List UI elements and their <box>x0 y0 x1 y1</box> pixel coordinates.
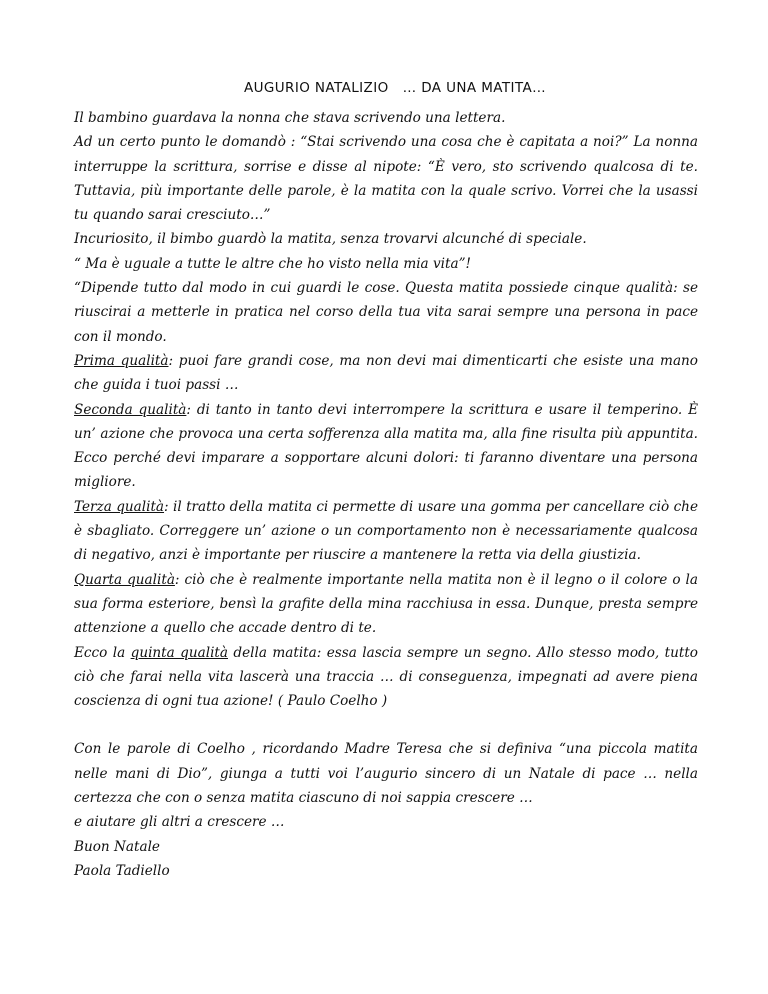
quality-3-label: Terza qualità <box>74 498 165 515</box>
quality-1-label: Prima qualità <box>74 352 169 369</box>
closing-paragraph-2: e aiutare gli altri a crescere … <box>74 814 285 831</box>
quality-5-label: quinta qualità <box>130 644 228 661</box>
closing-greeting: Buon Natale <box>74 838 160 855</box>
page-title <box>74 80 698 96</box>
quality-3 <box>74 495 698 568</box>
closing-paragraph-1: Con le parole di Coelho , ricordando Madre Teresa che si definiva “una piccola matita nelle mani di Dio”, giunga a tutti voi l’augurio sincero di un Natale di pace … nella certezza che con o senza matita ciascuno di noi sappia crescere … <box>74 741 698 807</box>
story-paragraph-1: Il bambino guardava la nonna che stava scrivendo una lettera. <box>74 110 506 126</box>
quality-5-prefix: Ecco la <box>74 644 131 661</box>
story-paragraph-3: Incuriosito, il bimbo guardò la matita, senza trovarvi alcunché di speciale. <box>74 231 587 248</box>
quality-4 <box>74 568 698 641</box>
quality-1-text: : puoi fare grandi cose, ma non devi mai dimenticarti che esiste una mano che guida i tuoi passi … <box>74 352 698 394</box>
story-paragraph-5: “Dipende tutto dal modo in cui guardi le cose. Questa matita possiede cinque qualità: se riuscirai a metterle in pratica nel corso della tua vita sarai sempre una persona in pace con il mondo. <box>74 280 698 345</box>
quality-2-label: Seconda qualità <box>74 401 187 418</box>
quality-2 <box>74 398 698 495</box>
paragraph-spacer <box>74 713 698 737</box>
quality-4-label: Quarta qualità <box>74 571 175 588</box>
story-paragraph-2: Ad un certo punto le domandò : “Stai scrivendo una cosa che è capitata a noi?” La nonna interruppe la scrittura, sorrise e disse al nipote: “È vero, sto scrivendo qualcosa di te. Tuttavia, più importante delle parole, è la matita con la quale scrivo. Vorrei che la usassi tu quando sarai cresciuto…” <box>74 134 698 224</box>
quality-4-text: : ciò che è realmente importante nella matita non è il legno o il colore o la sua forma esteriore, bensì la grafite della mina racchiusa in essa. Dunque, presta sempre attenzione a quello che accade dentro di te. <box>74 571 698 637</box>
story-paragraph-4: “ Ma è uguale a tutte le altre che ho visto nella mia vita”! <box>74 255 471 272</box>
quality-1 <box>74 349 698 398</box>
title-right: … DA UNA MATITA… <box>402 80 546 96</box>
story-body <box>74 106 698 883</box>
quality-5 <box>74 641 698 714</box>
quality-5-text: della matita: essa lascia sempre un segno. Allo stesso modo, tutto ciò che farai nella vita lascerà una traccia … di conseguenza, impegnati ad avere piena coscienza di ogni tua azione! ( Paulo Coelho ) <box>74 644 698 710</box>
quality-3-text: : il tratto della matita ci permette di usare una gomma per cancellare ciò che è sbagliato. Correggere un’ azione o un comportamento non è necessariamente qualcosa di negativo, anzi è importante per riuscire a mantenere la retta via della giustizia. <box>74 498 698 564</box>
quality-2-text: : di tanto in tanto devi interrompere la scrittura e usare il temperino. È un’ azione che provoca una certa sofferenza alla matita ma, alla fine risulta più appuntita. Ecco perché devi imparare a sopportare alcuni dolori: ti faranno diventare una persona migliore. <box>74 401 698 491</box>
closing-signature: Paola Tadiello <box>74 862 170 879</box>
title-left: AUGURIO NATALIZIO <box>243 80 389 96</box>
